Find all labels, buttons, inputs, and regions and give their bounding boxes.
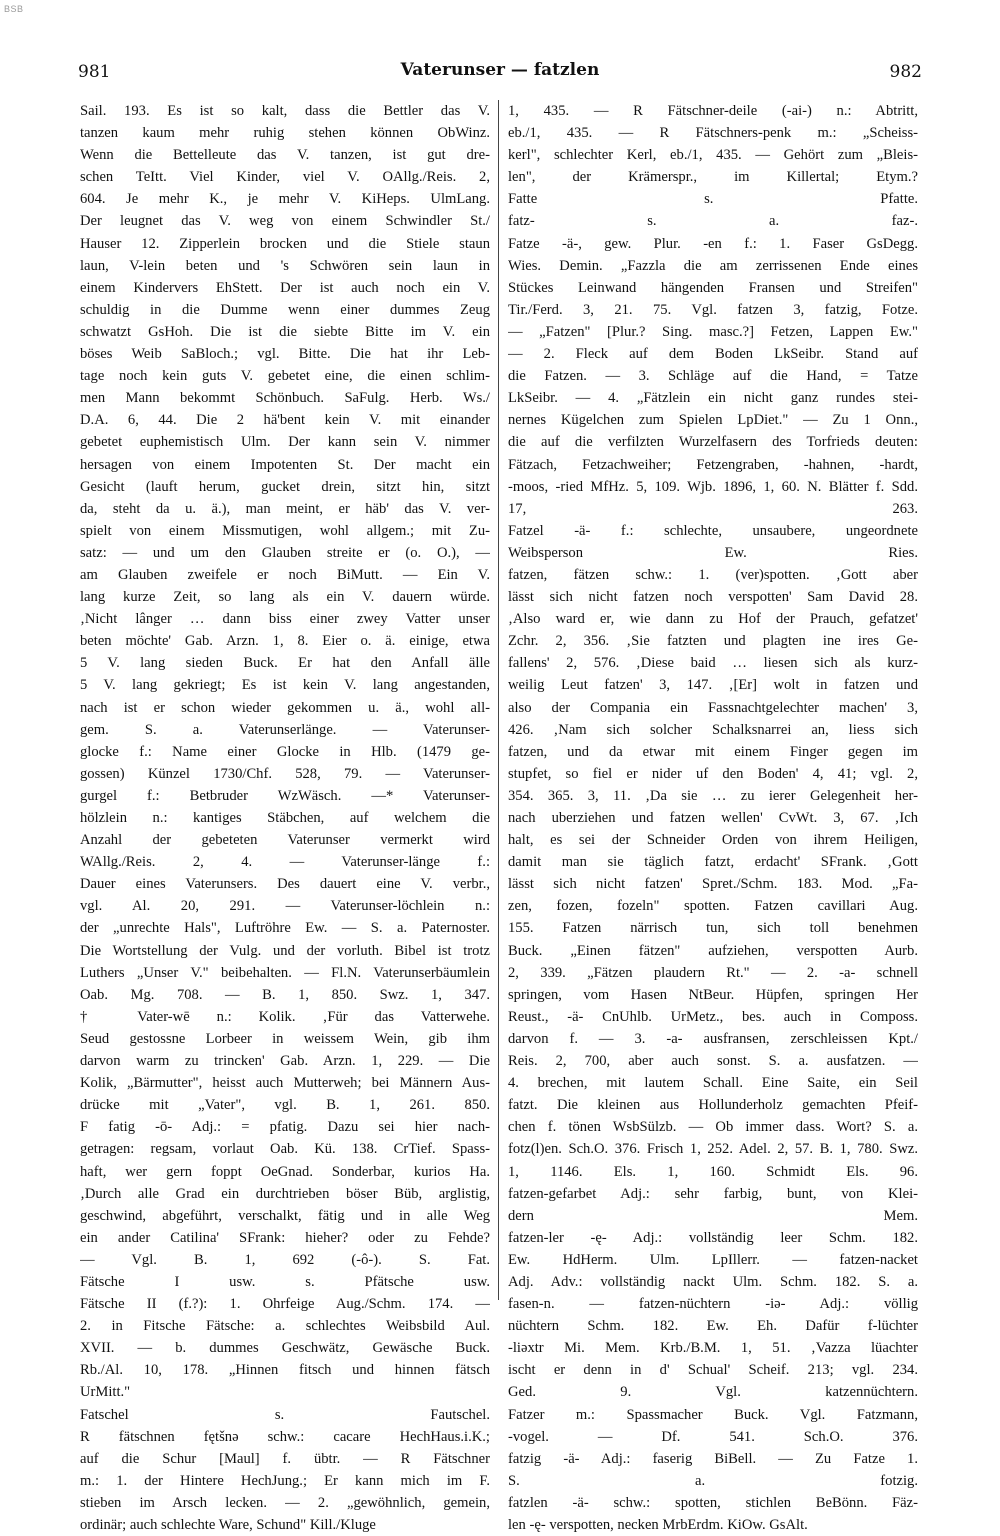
right-column-line: dern Mem. (508, 1207, 918, 1224)
left-column-line: nach ist er schon wieder gekommen u. ä., wohl all- (80, 699, 490, 716)
left-column-line: hölzlein n.: kantiges Stäbchen, auf welchem die (80, 810, 490, 826)
left-column-line: spielt von einem Missmutigen, wohl allgem.; mit Zu- (80, 522, 490, 539)
right-column-line: 354. 365. 3, 11. ‚Da sie … zu ierer Gelegenheit her- (508, 787, 918, 804)
left-column-line: m.: 1. der Hintere HechJung.; Er kann mich im F. (80, 1472, 490, 1489)
left-column-line: Anzahl der gebeteten Vaterunser vermerkt wird (80, 832, 490, 849)
left-column-line: UrMitt." (80, 1384, 131, 1401)
right-column-line: -moos, -ried MfHz. 5, 109. Wjb. 1896, 1, 60. N. Blätter f. Sdd. (508, 478, 918, 495)
left-column-line: ‚Nicht lânger … dann biss einer zwey Vatter unser (80, 611, 490, 628)
right-column-line: 1, 1146. Els. 1, 160. Schmidt Els. 96. (508, 1163, 918, 1180)
left-column-line: vgl. Al. 20, 291. — Vaterunser-löchlein n.: (80, 898, 490, 915)
right-column-line: fatzt. Die kleinen aus Hollunderholz gemachten Pfeif- (508, 1097, 918, 1114)
left-column-line: böses Weib SaBloch.; vgl. Bitte. Die hat ihr Leb- (80, 346, 490, 363)
right-column-line: — 2. Fleck auf dem Boden LkSeibr. Stand auf (508, 346, 918, 363)
left-column-line: darvon warm zu trincken' Gab. Arzn. 1, 229. — Die (80, 1053, 490, 1070)
left-column-line: Hauser 12. Zipperlein brocken und die Stiele staun (80, 235, 490, 252)
left-column-line: D.A. 6, 44. Die 2 hä'bent kein V. mit einander (80, 412, 490, 429)
right-column-line: fotz(l)en. Sch.O. 376. Frisch 1, 252. Adel. 2, 57. B. 1, 780. Swz. (508, 1141, 918, 1158)
left-column-line: † Vater-wē n.: Kolik. ‚Für das Vatterwehe. (80, 1008, 490, 1025)
left-column-line: 5 V. lang gekriegt; Es ist kein V. lang angestanden, (80, 677, 490, 694)
left-column-line: F fatig -ō- Adj.: = pfatig. Dazu sei hier nach- (80, 1119, 490, 1136)
right-column-line: fallens' 2, 576. ‚Diese baid … liesen sich als kurz- (508, 655, 918, 672)
right-column-line: Ged. 9. Vgl. katzennüchtern. (508, 1384, 918, 1401)
left-column-line: men Mann bekommt Schönbuch. SaFulg. Herb. Ws./ (80, 390, 490, 407)
left-column-line: Seud gestossne Lorbeer in weissem Wein, gib ihm (80, 1030, 490, 1047)
page-number-left: 981 (78, 62, 111, 82)
right-column-line: fatzig -ä- Adj.: faserig BiBell. — Zu Fatze 1. (508, 1450, 918, 1467)
left-column-line: Die Wortstellung der Vulg. und der vorluth. Bibel ist trotz (80, 942, 490, 959)
right-column-line: Fatte s. Pfatte. (508, 191, 918, 208)
library-corner-mark: BSB (4, 4, 24, 14)
left-column-line: hersagen von einem Impotenten St. Der macht ein (80, 456, 490, 473)
left-column-line: einem Kindervers EhStett. Der ist auch noch ein V. (80, 279, 490, 296)
right-column-line: -vogel. — Df. 541. Sch.O. 376. (508, 1428, 918, 1445)
right-column-line: 4. brechen, mit lautem Schall. Eine Saite, ein Seil (508, 1075, 918, 1092)
left-column-line: Fätsche I usw. s. Pfätsche usw. (80, 1273, 490, 1290)
left-column-line: Gesicht (lauft herum, gucket drein, sitzt hin, sitzt (80, 478, 490, 495)
left-column-line: Oab. Mg. 708. — B. 1, 850. Swz. 1, 347. (80, 986, 490, 1003)
left-column-line: lang kurze Zeit, so lang als ein V. dauern würde. (80, 589, 490, 606)
left-column-line: geschwind, abgeführt, verschalkt, fätig und in alle Weg (80, 1207, 490, 1224)
left-column-line: satz: — und um den Glauben streite er (o. O.), — (80, 544, 490, 561)
page-number-right: 982 (889, 62, 922, 82)
left-column-line: tanzen kaum mehr ruhig stehen können ObWinz. (80, 125, 490, 142)
right-column-line: Fatzel -ä- f.: schlechte, unsaubere, ungeordnete (508, 522, 918, 539)
left-column-line: schuldig in die Dumme wenn einer dummes Zeug (80, 301, 490, 318)
right-column-line: stupfet, so fiel er nider uf den Boden' 4, 41; vgl. 2, (508, 765, 918, 782)
right-column-line: ‚Also ward er, wie dann zu Hof der Prauch, gefatzet' (508, 611, 918, 628)
left-column-line: Kolik, „Bärmutter", heisst auch Mutterweh; bei Männern Aus- (80, 1075, 490, 1092)
left-column-line: tage noch kein guts V. gebetet eine, die einen schlim- (80, 368, 490, 385)
left-column (80, 100, 490, 1536)
right-column-line: Stückes Leinwand hängenden Fransen und Streifen" (508, 279, 918, 296)
right-column-line: die Fatzen. — 3. Schläge auf die Hand, = Tatze (508, 368, 918, 385)
right-column-line: Fatze -ä-, gew. Plur. -en f.: 1. Faser GsDegg. (508, 235, 918, 252)
right-column-line: Wies. Demin. „Fazzla die am zerrissenen Ende eines (508, 257, 918, 274)
right-column-line: fatzen, und da etwar mit einem Finger gegen im (508, 743, 918, 760)
right-column-line: chen f. tönen WsbSülzb. — Ob immer dass. Wort? S. a. (508, 1119, 918, 1136)
left-column-line: 5 V. lang sieden Buck. Er hat den Anfall älle (80, 655, 490, 672)
right-column-line: eb./1, 435. — R Fätschners-penk m.: „Scheiss- (508, 125, 918, 142)
left-column-line: Luthers „Unser V." beibehalten. — Fl.N. Vaterunserbäumlein (80, 964, 490, 981)
left-column-line: Fätsche II (f.?): 1. Ohrfeige Aug./Schm. 174. — (80, 1296, 490, 1313)
left-column-line: beten möchte' Gab. Arzn. 1, 8. Eier o. ä. einige, etwa (80, 633, 490, 650)
left-column-line: Rb./Al. 10, 178. „Hinnen fitsch und hinnen fätsch (80, 1362, 490, 1379)
right-column-line: len", der Krämerspr., im Killertal; Etym.? (508, 169, 918, 186)
right-column-line: -liəxtr Mi. Mem. Krb./B.M. 1, 51. ‚Vazza lüachter (508, 1340, 918, 1357)
left-column-line: Fatschel s. Fautschel. (80, 1406, 490, 1423)
right-column-line: S. a. fotzig. (508, 1472, 918, 1489)
right-column-line: 2, 339. „Fätzen plaudern Rt." — 2. -a- schnell (508, 964, 918, 981)
left-column-line: ordinär; auch schlechte Ware, Schund" Kill./Kluge (80, 1517, 376, 1533)
right-column-line: fatz- s. a. faz-. (508, 213, 918, 230)
left-column-line: Der leugnet das V. weg von einem Schwindler St./ (80, 213, 490, 230)
right-column-line: Reis. 2, 700, aber auch sonst. S. a. ausfatzen. — (508, 1053, 918, 1070)
right-column-line: fasen-n. — fatzen-nüchtern -iə- Adj.: völlig (508, 1296, 918, 1313)
right-column-line: Buck. „Einen fätzen" aufziehen, verspotten Aurb. (508, 942, 918, 959)
right-column-line: 1, 435. — R Fätschner-deile (-ai-) n.: Abtritt, (508, 103, 918, 119)
left-column-line: auf die Schur [Maul] f. übtr. — R Fätschner (80, 1450, 490, 1467)
left-column-line: Wenn die Bettelleute das V. tanzen, ist gut dre- (80, 147, 490, 164)
left-column-line: 604. Je mehr K., je mehr V. KiHeps. UlmLang. (80, 191, 490, 208)
left-column-line: gurgel f.: Betbruder WzWäsch. —* Vaterunser- (80, 787, 490, 804)
right-column-line: Fätzach, Fetzachweiher; Fetzengraben, -hahnen, -hardt, (508, 456, 918, 473)
left-column-line: gebetet euphemistisch Ulm. Der kann sein V. nimmer (80, 434, 490, 451)
right-column-line: Zchr. 2, 356. ‚Sie fatzten und plagten ine ires Ge- (508, 633, 918, 650)
left-column-line: haft, wer gern foppt OeGnad. Sonderbar, kurios Ha. (80, 1163, 490, 1180)
right-column-line: lässt sich nicht fatzen noch verspotten' Sam David 28. (508, 589, 918, 606)
left-column-line: XVII. — b. dummes Geschwätz, Gewäsche Buck. (80, 1340, 490, 1357)
right-column (508, 100, 918, 1536)
right-column-line: nach uberziehen und fatzen wellen' CvWt. 3, 67. ‚Ich (508, 810, 918, 826)
right-column-line: Weibsperson Ew. Ries. (508, 544, 918, 561)
right-column-line: 426. ‚Nam sich solcher Schalksnarrei an, liess sich (508, 721, 918, 738)
left-column-line: 2. in Fitsche Fätsche: a. schlechtes Weibsbild Aul. (80, 1318, 490, 1335)
right-column-line: — „Fatzen" [Plur.? Sing. masc.?] Fetzen, Lappen Ew." (508, 323, 918, 340)
left-column-line: glocke f.: Name einer Glocke in Hlb. (1479 ge- (80, 743, 490, 760)
right-column-line: 155. Fatzen närrisch tun, sich toll benehmen (508, 920, 918, 937)
right-column-line: fatzen, fätzen schw.: 1. (ver)spotten. ‚Gott aber (508, 566, 918, 583)
right-column-line: Tir./Ferd. 3, 21. 75. Vgl. fatzen 3, fatzig, Fotze. (508, 301, 918, 318)
right-column-line: lässt sich nicht fatzen' Spret./Schm. 183. Mod. „Fa- (508, 876, 918, 893)
right-column-line: weilig Leut fatzen' 3, 147. ‚[Er] wolt in fatzen und (508, 677, 918, 694)
right-column-line: Ew. HdHerm. Ulm. LpIllerr. — fatzen-nacket (508, 1251, 918, 1268)
right-column-line: damit man sie täglich fatzt, erdacht' SFrank. ‚Gott (508, 854, 918, 871)
column-divider (498, 100, 499, 1300)
right-column-line: 17, 263. (508, 500, 918, 517)
right-column-line: Adj. Adv.: vollständig nackt Ulm. Schm. 182. S. a. (508, 1273, 918, 1290)
left-column-line: schwatzt GsHoh. Die ist die siebte Bitte im V. ein (80, 323, 490, 340)
right-column-line: halt, es sei der Schneider Orden von ihrem Heiligen, (508, 832, 918, 849)
left-column-line: getragen: regsam, vorlaut Oab. Kü. 138. CrTief. Spass- (80, 1141, 490, 1158)
left-column-line: gossen) Künzel 1730/Chf. 528, 79. — Vaterunser- (80, 765, 490, 782)
right-column-line: len -ę- verspotten, necken MrbErdm. KiOw. GsAlt. (508, 1517, 808, 1533)
left-column-line: WAllg./Reis. 2, 4. — Vaterunser-länge f.: (80, 854, 490, 871)
left-column-line: ein ander Catilina' SFrank: hieher? oder zu Fehde? (80, 1229, 490, 1246)
left-column-line: — Vgl. B. 1, 692 (-ô-). S. Fat. (80, 1251, 490, 1268)
right-column-line: fatzen-gefarbet Adj.: sehr farbig, bunt, von Klei- (508, 1185, 918, 1202)
left-column-line: ‚Durch alle Grad ein durchtrieben böser Büb, arglistig, (80, 1185, 490, 1202)
right-column-line: Fatzer m.: Spassmacher Buck. Vgl. Fatzmann, (508, 1406, 918, 1423)
left-column-line: am Glauben zweifele er noch BiMutt. — Ein V. (80, 566, 490, 583)
left-column-line: gem. S. a. Vaterunserlänge. — Vaterunser- (80, 721, 490, 738)
left-column-line: der „unrechte Hals", Luftröhre Ew. — S. a. Paternoster. (80, 920, 490, 937)
right-column-line: kerl", schlechter Kerl, eb./1, 435. — Gehört zum „Bleis- (508, 147, 918, 164)
right-column-line: fatzlen -ä- schw.: spotten, stichlen BeBönn. Fäz- (508, 1494, 918, 1511)
left-column-line: laun, V-lein beten und 's Schwören sein laun in (80, 257, 490, 274)
left-column-line: da, steht da u. ä.), man meint, er häb' das V. ver- (80, 500, 490, 517)
left-column-line: drücke mit „Vater", vgl. B. 1, 261. 850. (80, 1097, 490, 1114)
left-column-line: Dauer eines Vaterunsers. Des dauert eine V. verbr., (80, 876, 490, 893)
right-column-line: zen, fozen, fozeln" spotten. Fatzen cavillari Aug. (508, 898, 918, 915)
right-column-line: darvon f. — 3. -a- ausfransen, zerschleissen Kpt./ (508, 1030, 918, 1047)
right-column-line: die auf die verfilzten Wurzelfasern des Torfrieds deuten: (508, 434, 918, 451)
right-column-line: LkSeibr. — 4. „Fätzlein ein nicht ganz rundes stei- (508, 390, 918, 407)
left-column-line: Sail. 193. Es ist so kalt, dass die Bettler das V. (80, 103, 490, 119)
right-column-line: Reust., -ä- CnUhlb. UrMetz., bes. auch in Composs. (508, 1008, 918, 1025)
left-column-line: schen TeItt. Viel Kinder, viel V. OAllg./Reis. 2, (80, 169, 490, 186)
right-column-line: also der Compania ein Fassnachtgelechter machen' 3, (508, 699, 918, 716)
left-column-line: stieben im Arsch lecken. — 2. „gewöhnlich, gemein, (80, 1494, 490, 1511)
right-column-line: nüchtern Schm. 182. Ew. Eh. Dafür f-lüchter (508, 1318, 918, 1335)
left-column-line: R fätschnen fętšnə schw.: cacare HechHaus.i.K.; (80, 1428, 490, 1445)
right-column-line: ischt er denn in d' Schual' Scheif. 213; vgl. 234. (508, 1362, 918, 1379)
running-head: Vaterunser — fatzlen (400, 60, 600, 80)
right-column-line: nernes Kügelchen zum Spielen LpDiet." — Zu 1 Onn., (508, 412, 918, 429)
right-column-line: fatzen-ler -ę- Adj.: vollständig leer Schm. 182. (508, 1229, 918, 1246)
right-column-line: springen, vom Hasen NtBeur. Hüpfen, springen Her (508, 986, 918, 1003)
